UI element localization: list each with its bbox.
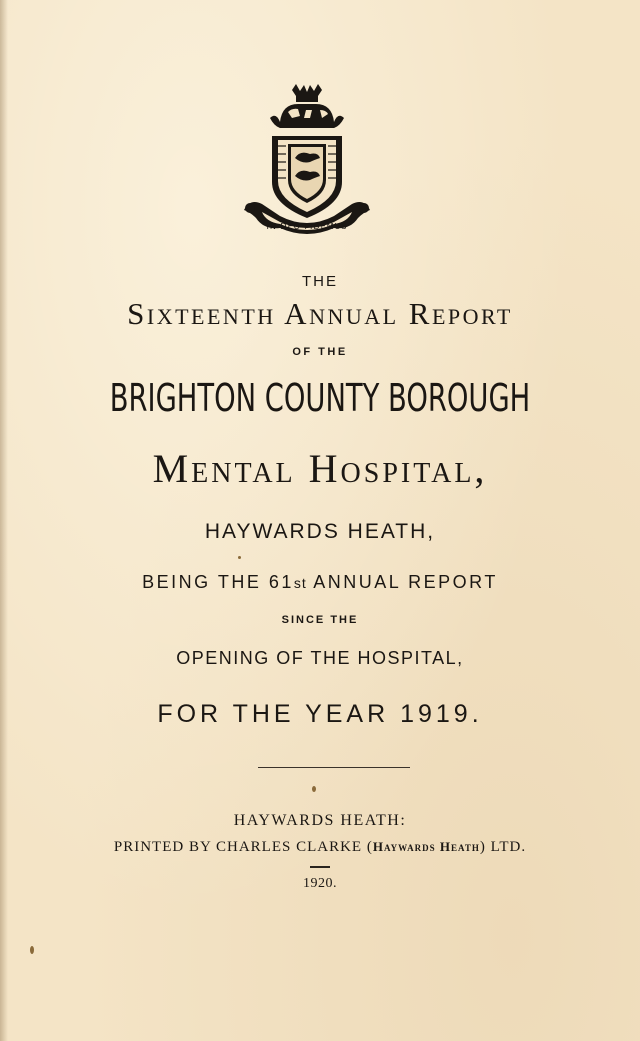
opening-line: OPENING OF THE HOSPITAL, [176, 648, 464, 668]
printer-firm: Haywards Heath [372, 839, 480, 854]
being-suffix: ANNUAL REPORT [306, 572, 498, 592]
paper-speck [238, 556, 241, 559]
printer-prefix: PRINTED BY CHARLES CLARKE ( [113, 839, 373, 855]
short-divider [310, 866, 330, 868]
printed-year: 1920. [303, 876, 337, 891]
hospital-location: HAYWARDS HEATH, [204, 520, 436, 543]
title-of-the: OF THE [292, 346, 348, 358]
paper-speck [312, 786, 316, 792]
ordinal-suffix: st [293, 575, 307, 591]
report-title: Sixteenth Annual Report [127, 296, 513, 331]
hospital-name: Mental Hospital, [152, 446, 488, 491]
crest-motto: IN DEO FIDEMUS [266, 222, 348, 231]
printer-suffix: ) LTD. [479, 839, 527, 855]
imprint-place: HAYWARDS HEATH: [233, 812, 407, 829]
borough-coat-of-arms-icon [240, 82, 374, 242]
divider-rule [258, 767, 410, 768]
report-year: FOR THE YEAR 1919. [157, 700, 483, 728]
paper-speck [30, 946, 34, 954]
printer-line [0, 839, 640, 856]
annual-report-count [0, 572, 640, 593]
ordinal-number: 61 [268, 572, 294, 592]
title-the: THE [302, 273, 338, 290]
being-prefix: BEING THE [142, 572, 269, 592]
borough-name: BRIGHTON COUNTY BOROUGH [109, 376, 531, 420]
since-the: SINCE THE [281, 614, 359, 626]
